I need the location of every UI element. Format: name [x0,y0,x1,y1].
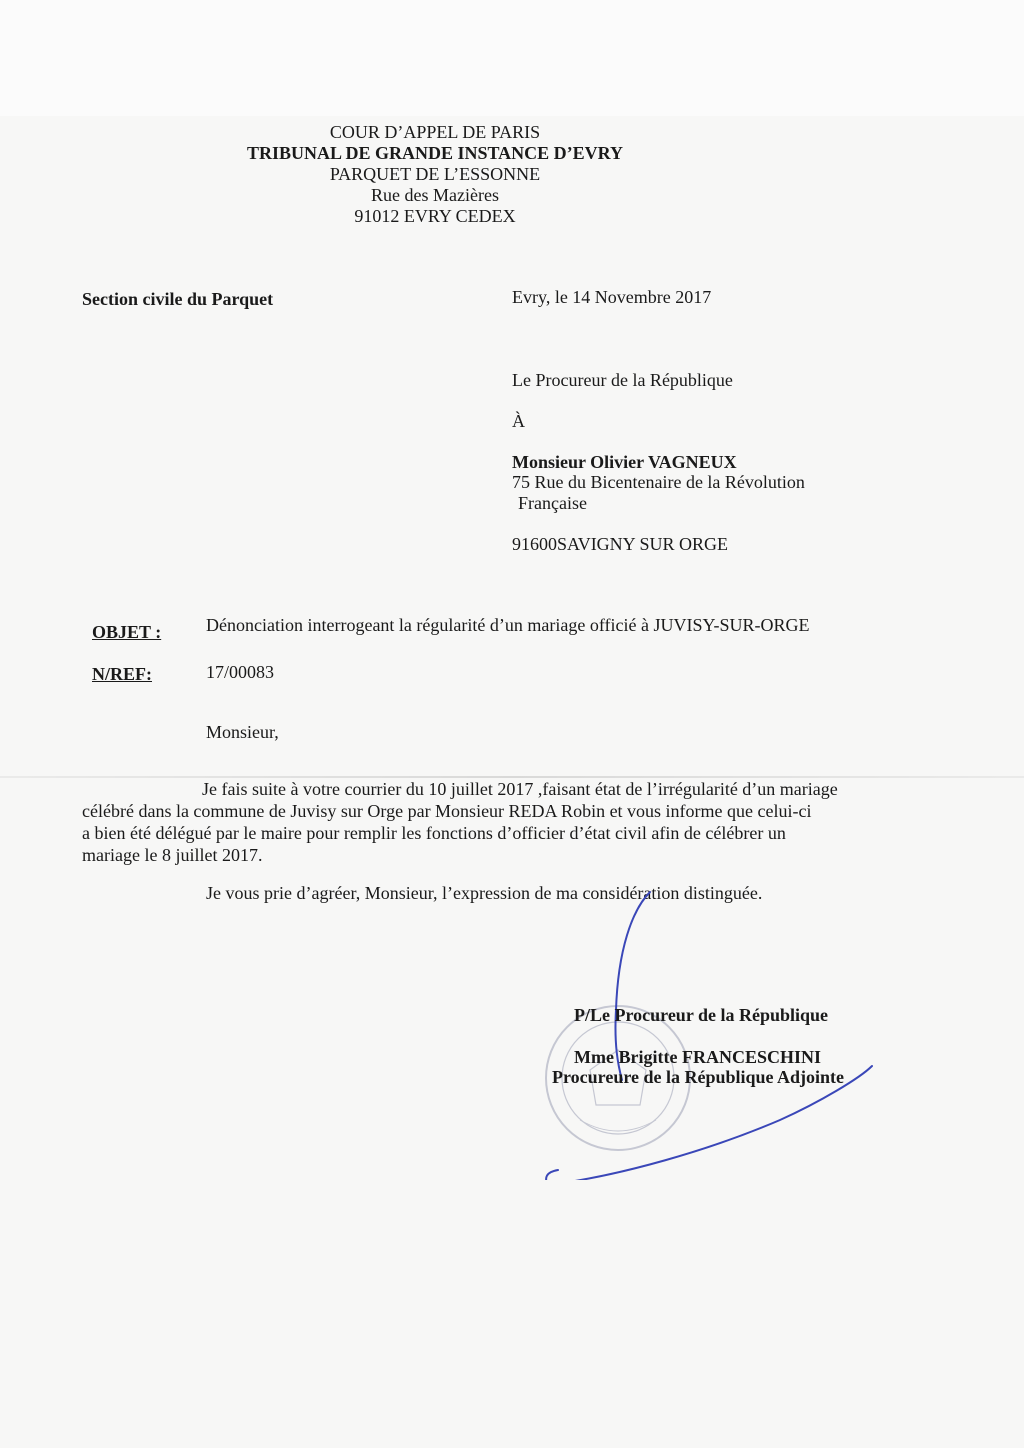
header-parquet: PARQUET DE L’ESSONNE [329,164,541,184]
body-line-3: a bien été délégué par le maire pour remplir les fonctions d’officier d’état civil afin de célébrer un [82,823,786,843]
body-line-1: Je fais suite à votre courrier du 10 juillet 2017 ,faisant état de l’irrégularité d’un mariage [202,779,838,799]
objet-label: OBJET : [92,622,162,642]
date-line: Evry, le 14 Novembre 2017 [512,287,712,307]
salutation: Monsieur, [206,722,279,742]
objet-value: Dénonciation interrogeant la régularité d’un mariage officié à JUVISY-SUR-ORGE [206,615,810,635]
handwritten-signature [546,892,872,1180]
header-postcode: 91012 EVRY CEDEX [354,206,516,226]
header-tribunal: TRIBUNAL DE GRANDE INSTANCE D’EVRY [246,143,624,163]
body-line-4: mariage le 8 juillet 2017. [82,845,263,865]
ref-value: 17/00083 [206,662,275,682]
body-line-2: célébré dans la commune de Juvisy sur Orge par Monsieur REDA Robin et vous informe que celui-ci [82,801,812,821]
signature-name: Mme Brigitte FRANCESCHINI [574,1047,821,1067]
signature-title: Procureure de la République Adjointe [552,1067,845,1087]
scan-top-margin [0,0,1024,116]
section-label: Section civile du Parquet [82,289,274,309]
recipient-city: 91600SAVIGNY SUR ORGE [512,534,729,554]
closing-formula: Je vous prie d’agréer, Monsieur, l’expression de ma considération distinguée. [206,883,763,903]
ref-label: N/REF: [92,664,152,684]
header-court: COUR D’APPEL DE PARIS [329,122,541,142]
signature-line-1: P/Le Procureur de la République [574,1005,829,1025]
sender: Le Procureur de la République [512,370,733,390]
signature-stamp-graphic [500,880,900,1180]
recipient-address-line2: Française [518,493,587,513]
body-paragraph [82,778,962,866]
to-marker: À [512,411,525,431]
recipient-name: Monsieur Olivier VAGNEUX [512,452,737,472]
recipient-address-line1: 75 Rue du Bicentenaire de la Révolution [512,472,805,492]
header-street: Rue des Mazières [371,185,499,205]
